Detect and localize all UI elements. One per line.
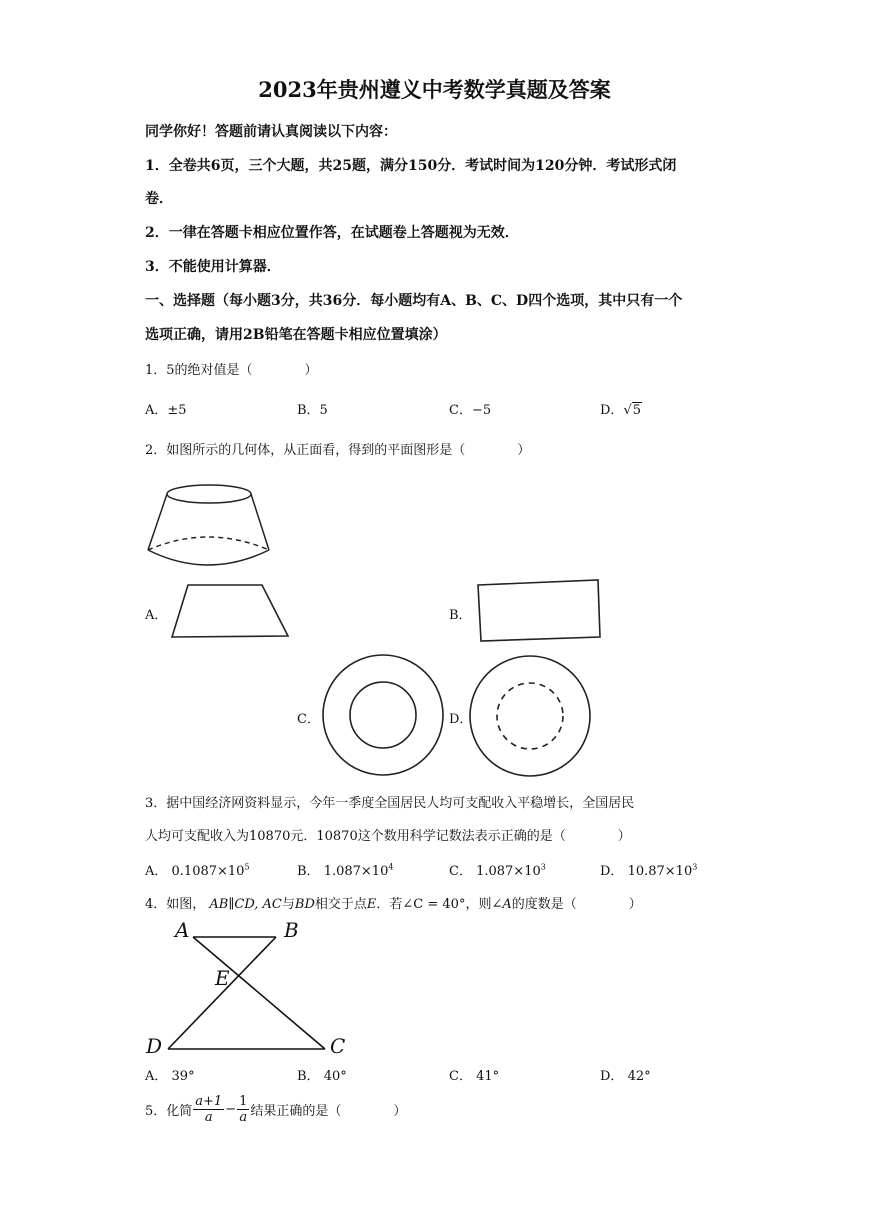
q1-option-a: A．±5 (145, 403, 187, 418)
q3-option-b-exponent: 4 (388, 862, 394, 872)
q4-stem-part: 的度数是（ ） (511, 897, 642, 912)
q4-option-a-label: A． (145, 1069, 168, 1084)
q4-option-b (297, 1065, 347, 1084)
q4-option-c-label: C． (449, 1069, 472, 1084)
document-title: 2023年贵州遵义中考数学真题及答案 (258, 77, 611, 102)
point-a-label: A (175, 918, 190, 942)
q3-option-a-exponent: 5 (244, 862, 250, 872)
q5-fraction-2-denominator: a (239, 1110, 248, 1125)
q4-stem-part: 相交于点 (314, 897, 367, 912)
q4-stem-math: BD (294, 897, 315, 912)
q4-option-b-label: B． (297, 1069, 320, 1084)
q4-option-d-value: 42° (627, 1069, 651, 1084)
q5-stem-part: 结果正确的是（ ） (250, 1104, 407, 1119)
q3-option-d-base: 10.87×10 (627, 864, 693, 879)
rule-3: 3．不能使用计算器． (145, 259, 281, 275)
q4-stem-part: ，则 (465, 897, 492, 912)
q4-option-c (449, 1065, 499, 1084)
q1-stem: 1．5的绝对值是（ ） (145, 363, 318, 378)
q5-fraction-1-numerator: a+1 (195, 1094, 223, 1109)
rule-1-line-2: 卷． (145, 191, 173, 207)
q5-fraction-2 (237, 1094, 249, 1125)
q4-option-d (600, 1065, 651, 1084)
section-1-heading-line-1: 一、选择题（每小题3分，共36分．每小题均有A、B、C、D四个选项，其中只有一个 (145, 293, 683, 309)
q3-option-a-label: A． (145, 864, 168, 879)
q4-stem-math: ∠A (491, 897, 512, 912)
point-c-label: C (330, 1034, 346, 1058)
section-1-heading-line-2: 选项正确，请用2B铅笔在答题卡相应位置填涂） (145, 327, 447, 343)
q4-stem-math: AB∥CD, AC (209, 897, 282, 912)
q4-stem-part: 4．如图， (145, 897, 206, 912)
q4-stem-math: ∠C = 40° (402, 897, 466, 912)
q4-option-a-value: 39° (171, 1069, 195, 1084)
q3-option-b-base: 1.087×10 (323, 864, 389, 879)
q4-stem-part: ．若 (376, 897, 403, 912)
q4-option-c-value: 41° (476, 1069, 500, 1084)
q4-stem-part: 与 (281, 897, 295, 912)
q2-option-c: C． (297, 712, 320, 727)
q3-stem-line-1: 3．据中国经济网资料显示，今年一季度全国居民人均可支配收入平稳增长，全国居民 (145, 796, 635, 811)
intro-greeting: 同学你好！答题前请认真阅读以下内容： (145, 124, 397, 140)
q1-option-d-label: D． (600, 403, 624, 418)
q4-option-b-value: 40° (323, 1069, 347, 1084)
q2-stem: 2．如图所示的几何体，从正面看，得到的平面图形是（ ） (145, 443, 531, 458)
q2-option-a: A． (145, 608, 168, 623)
point-e-label: E (215, 966, 230, 990)
q5-fraction-2-numerator: 1 (239, 1094, 248, 1109)
rule-2: 2．一律在答题卡相应位置作答，在试题卷上答题视为无效． (145, 225, 519, 241)
q3-option-c-base: 1.087×10 (476, 864, 541, 879)
sqrt-symbol: √5 (623, 403, 642, 418)
q3-stem-line-2: 人均可支配收入为10870元．10870这个数用科学记数法表示正确的是（ ） (145, 829, 631, 844)
q3-option-d-label: D． (600, 864, 624, 879)
q2-option-d: D． (449, 712, 473, 727)
point-b-label: B (284, 918, 299, 942)
q5-fraction-1-denominator: a (204, 1110, 213, 1125)
q3-option-d-exponent: 3 (692, 862, 698, 872)
q5-fraction-1 (193, 1094, 224, 1125)
q1-option-b: B．5 (297, 403, 328, 418)
q5-minus-sign: − (225, 1102, 237, 1117)
q3-option-c-exponent: 3 (540, 862, 546, 872)
q2-option-b: B． (449, 608, 472, 623)
q5-stem-part: 5．化简 (145, 1104, 193, 1119)
q3-option-a-base: 0.1087×10 (171, 864, 245, 879)
q4-option-a (145, 1065, 195, 1084)
point-d-label: D (146, 1034, 163, 1058)
rule-1-line-1: 1．全卷共6页，三个大题，共25题，满分150分．考试时间为120分钟．考试形式闭 (145, 158, 677, 174)
q1-option-d-radicand: 5 (632, 403, 642, 418)
q4-stem-math: E (366, 897, 377, 912)
q5-stem (145, 1094, 406, 1125)
q3-option-b-label: B． (297, 864, 320, 879)
q4-option-d-label: D． (600, 1069, 624, 1084)
q1-option-c: C．−5 (449, 403, 492, 418)
q3-option-c-label: C． (449, 864, 472, 879)
